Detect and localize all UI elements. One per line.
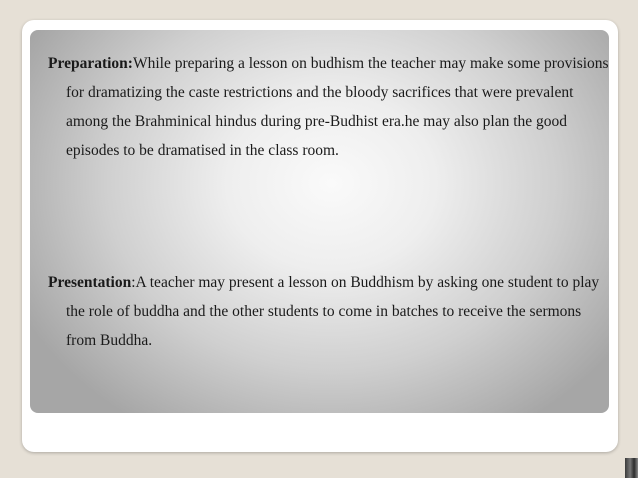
presentation-paragraph <box>48 268 611 355</box>
presentation-term: Presentation <box>48 274 132 291</box>
preparation-term: Preparation: <box>48 55 133 72</box>
preparation-paragraph <box>48 49 611 165</box>
content-panel <box>30 30 609 413</box>
presentation-text: :A teacher may present a lesson on Buddhism by asking one student to play the role of buddha and the other students to come in batches to receive the sermons from Buddha. <box>66 274 600 349</box>
slide-card <box>22 20 618 452</box>
preparation-text: While preparing a lesson on budhism the teacher may make some provisions for dramatizing the caste restrictions and the bloody sacrifices that were prevalent among the Brahminical hindus during pre-Budhist era.he may also plan the good episodes to be dramatised in the class room. <box>66 55 609 159</box>
corner-thumbnail-image <box>625 458 638 478</box>
